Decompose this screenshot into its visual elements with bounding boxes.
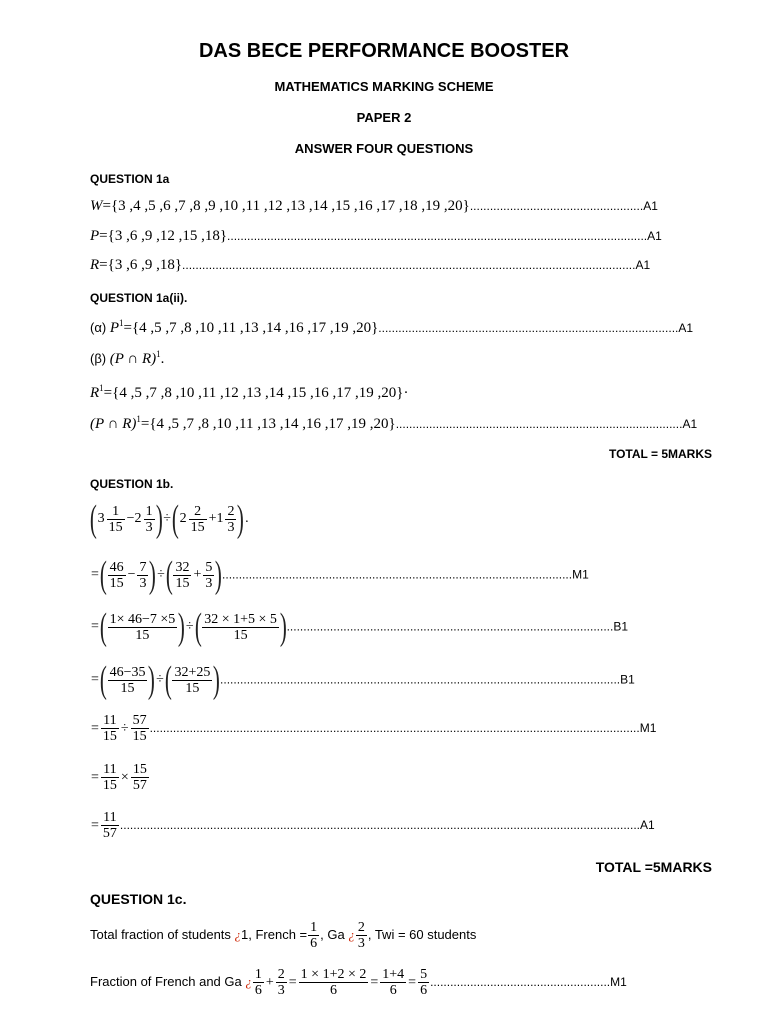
mark-m1: M1 bbox=[639, 720, 657, 735]
text: Fraction of French and Ga bbox=[90, 973, 246, 989]
numerator: 1 × 1+2 × 2 bbox=[300, 967, 367, 982]
bracket: ( bbox=[194, 606, 202, 648]
denominator: 6 bbox=[420, 983, 428, 998]
text: Total fraction of students bbox=[90, 926, 235, 942]
pr-mark: A1 bbox=[682, 417, 698, 431]
denominator: 15 bbox=[185, 680, 200, 696]
denominator: 6 bbox=[310, 936, 318, 951]
alpha-sup: 1 bbox=[118, 318, 124, 328]
numerator: 11 bbox=[101, 810, 119, 826]
r-variable: R bbox=[90, 257, 100, 273]
fraction bbox=[101, 762, 119, 793]
numerator: 1 bbox=[145, 503, 153, 519]
q1b-line-4 bbox=[90, 661, 635, 699]
numerator: 2 bbox=[189, 504, 207, 520]
paper-label: PAPER 2 bbox=[356, 110, 412, 125]
denominator: 15 bbox=[108, 519, 123, 535]
equals: = bbox=[91, 817, 99, 833]
instruction-label: ANSWER FOUR QUESTIONS bbox=[294, 141, 474, 156]
text: 1, French = bbox=[241, 926, 308, 942]
bracket: ) bbox=[178, 606, 186, 648]
denominator: 6 bbox=[330, 983, 338, 998]
numerator: 2 bbox=[357, 920, 365, 935]
divide-op: ÷ bbox=[156, 672, 164, 687]
denominator: 3 bbox=[139, 575, 147, 591]
bracket: ( bbox=[165, 554, 173, 596]
w-set: ={3 ,4 ,5 ,6 ,7 ,8 ,9 ,10 ,11 ,12 ,13 ,14 ,15 ,16 ,17 ,18 ,19 ,20} bbox=[102, 198, 470, 214]
q1aii-heading: QUESTION 1a(ii). bbox=[90, 291, 188, 305]
bracket: ( bbox=[99, 606, 107, 648]
equals: = bbox=[91, 769, 99, 785]
denominator: 15 bbox=[233, 627, 248, 643]
alpha-line bbox=[90, 318, 693, 337]
minus-op: −2 bbox=[126, 511, 142, 526]
fraction bbox=[225, 504, 236, 535]
end-dot: . bbox=[245, 511, 249, 526]
fraction bbox=[101, 713, 119, 744]
numerator: 1 bbox=[107, 504, 125, 520]
bracket: ) bbox=[149, 554, 157, 596]
plus-op: + bbox=[193, 567, 202, 582]
fraction bbox=[108, 612, 178, 643]
numerator: 1 bbox=[310, 920, 318, 935]
numerator: 46−35 bbox=[109, 664, 146, 680]
divide-op: ÷ bbox=[120, 720, 129, 736]
dots: ......................................................................................................... bbox=[222, 567, 573, 582]
fraction bbox=[172, 665, 212, 696]
r1-variable: R bbox=[90, 385, 100, 401]
fraction bbox=[203, 560, 214, 591]
whole-2: 2 bbox=[179, 511, 187, 526]
numerator: 11 bbox=[101, 762, 119, 778]
text: , Twi = 60 students bbox=[367, 926, 477, 942]
plus-op: + bbox=[265, 974, 274, 990]
plus-op: +1 bbox=[208, 511, 224, 526]
fraction bbox=[189, 504, 207, 535]
numerator: 57 bbox=[132, 713, 147, 728]
p-mark: A1 bbox=[647, 229, 662, 243]
pr-dots: ...................................................................................... bbox=[395, 417, 683, 431]
denominator: 15 bbox=[102, 729, 117, 744]
fraction bbox=[276, 967, 287, 998]
alpha-mark: A1 bbox=[678, 321, 694, 335]
q1b-heading: QUESTION 1b. bbox=[90, 477, 174, 491]
numerator: 5 bbox=[205, 559, 213, 575]
fraction bbox=[131, 713, 149, 744]
mark-m1: M1 bbox=[610, 974, 627, 989]
q1b-line-7 bbox=[90, 810, 655, 841]
numerator: 1× 46−7 ×5 bbox=[109, 611, 176, 627]
bracket: ) bbox=[148, 659, 156, 701]
q1a-heading: QUESTION 1a bbox=[90, 172, 170, 186]
denominator: 15 bbox=[135, 627, 150, 643]
denominator: 15 bbox=[190, 519, 205, 535]
w-dots: .................................................... bbox=[469, 199, 644, 213]
equals: = bbox=[91, 567, 99, 582]
numerator: 32 × 1+5 × 5 bbox=[204, 611, 277, 627]
fraction bbox=[202, 612, 279, 643]
dots: .................................................................................................. bbox=[286, 619, 614, 634]
denominator: 3 bbox=[145, 519, 153, 535]
bracket: ( bbox=[89, 498, 97, 540]
numerator: 1+4 bbox=[382, 967, 405, 982]
inverted-question-glyph: ¿ bbox=[234, 926, 242, 942]
equals: = bbox=[91, 619, 99, 634]
minus-op: − bbox=[127, 567, 136, 582]
fraction bbox=[108, 665, 148, 696]
bracket: ) bbox=[279, 606, 287, 648]
q1a-p-line bbox=[90, 228, 662, 245]
p-set: ={3 ,6 ,9 ,12 ,15 ,18} bbox=[99, 228, 228, 244]
bracket: ( bbox=[164, 659, 172, 701]
w-variable: W bbox=[90, 198, 103, 214]
pr-line bbox=[90, 414, 697, 433]
denominator: 15 bbox=[132, 729, 147, 744]
mark-a1: A1 bbox=[640, 817, 655, 832]
numerator: 2 bbox=[227, 503, 235, 519]
dots: ................................................................................................................................................... bbox=[149, 720, 640, 735]
alpha-set: ={4 ,5 ,7 ,8 ,10 ,11 ,13 ,14 ,16 ,17 ,19 ,20} bbox=[123, 320, 379, 336]
r-mark: A1 bbox=[635, 258, 651, 272]
dots: ...................................................... bbox=[430, 974, 611, 989]
equals: = bbox=[288, 974, 297, 990]
w-mark: A1 bbox=[643, 199, 658, 213]
denominator: 15 bbox=[109, 575, 124, 591]
q1a-w-line bbox=[90, 198, 658, 215]
p-dots: .............................................................................................................................. bbox=[227, 229, 648, 243]
whole-1: 3 bbox=[97, 511, 105, 526]
alpha-expr: P bbox=[109, 320, 119, 336]
mark-b1: B1 bbox=[620, 672, 635, 687]
bracket: ( bbox=[99, 554, 107, 596]
alpha-dots: .......................................................................................... bbox=[378, 321, 679, 335]
numerator: 32+25 bbox=[174, 664, 211, 680]
bracket: ) bbox=[215, 554, 223, 596]
q1c-heading: QUESTION 1c. bbox=[90, 891, 187, 907]
denominator: 6 bbox=[389, 983, 397, 998]
fraction bbox=[380, 967, 406, 998]
r1-set: ={4 ,5 ,7 ,8 ,10 ,11 ,12 ,13 ,14 ,15 ,16 ,17 ,19 ,20}· bbox=[103, 385, 409, 401]
equals: = bbox=[408, 974, 417, 990]
denominator: 3 bbox=[277, 983, 285, 998]
denominator: 3 bbox=[227, 519, 235, 535]
fraction bbox=[253, 967, 264, 998]
document-title: DAS BECE PERFORMANCE BOOSTER bbox=[198, 40, 570, 62]
q1b-line-3 bbox=[90, 608, 628, 646]
equals: = bbox=[91, 672, 99, 687]
q1b-line-5 bbox=[90, 713, 656, 744]
pr-expr: (P ∩ R) bbox=[90, 416, 137, 432]
q1b-line-2 bbox=[90, 556, 589, 594]
fraction bbox=[144, 504, 155, 535]
denominator: 15 bbox=[120, 680, 135, 696]
dots: ............................................................................................................................................................ bbox=[119, 817, 641, 832]
fraction bbox=[101, 810, 119, 841]
fraction-french bbox=[308, 920, 319, 951]
q1c-line-2 bbox=[90, 967, 627, 998]
denominator: 3 bbox=[205, 575, 213, 591]
denominator: 3 bbox=[357, 936, 365, 951]
document-subtitle: MATHEMATICS MARKING SCHEME bbox=[274, 79, 494, 94]
q1a-r-line bbox=[90, 257, 650, 274]
fraction-ga bbox=[356, 920, 367, 951]
q1b-line-6 bbox=[90, 762, 150, 793]
numerator: 11 bbox=[101, 713, 119, 729]
numerator: 1 bbox=[254, 967, 262, 982]
denominator: 57 bbox=[102, 826, 117, 841]
mark-b1: B1 bbox=[613, 619, 629, 634]
numerator: 46 bbox=[109, 559, 124, 575]
inverted-question-glyph: ¿ bbox=[348, 926, 355, 942]
bracket: ( bbox=[99, 659, 107, 701]
fraction bbox=[107, 504, 125, 535]
q1c-line-1 bbox=[90, 920, 476, 951]
divide-op: ÷ bbox=[157, 567, 165, 582]
text: , Ga bbox=[320, 926, 349, 942]
numerator: 7 bbox=[139, 559, 147, 575]
numerator: 2 bbox=[277, 967, 285, 982]
fraction bbox=[108, 560, 126, 591]
inverted-question-glyph: ¿ bbox=[245, 973, 252, 989]
divide-op: ÷ bbox=[185, 619, 194, 634]
denominator: 15 bbox=[102, 778, 117, 793]
beta-end: . bbox=[160, 351, 165, 367]
fraction bbox=[137, 560, 148, 591]
alpha-label: (α) bbox=[90, 320, 107, 335]
q1a-total: TOTAL = 5MARKS bbox=[608, 447, 712, 461]
r1-line bbox=[90, 383, 408, 402]
q1b-line-1 bbox=[90, 500, 250, 538]
denominator: 15 bbox=[175, 575, 190, 591]
r-set: ={3 ,6 ,9 ,18} bbox=[99, 257, 183, 273]
numerator: 5 bbox=[420, 967, 428, 982]
r-dots: ........................................................................................................................................ bbox=[182, 258, 636, 272]
equals: = bbox=[91, 720, 99, 736]
bracket: ) bbox=[213, 659, 221, 701]
numerator: 32 bbox=[175, 559, 190, 575]
pr-set: ={4 ,5 ,7 ,8 ,10 ,11 ,13 ,14 ,16 ,17 ,19 ,20} bbox=[140, 416, 396, 432]
r1-sup: 1 bbox=[99, 383, 104, 393]
divide-op: ÷ bbox=[163, 511, 171, 526]
bracket: ( bbox=[171, 498, 179, 540]
times-op: × bbox=[120, 769, 129, 785]
bracket: ) bbox=[237, 498, 245, 540]
dots: ........................................................................................................................ bbox=[220, 672, 621, 687]
fraction bbox=[173, 560, 191, 591]
beta-label: (β) bbox=[90, 351, 107, 366]
fraction bbox=[299, 967, 369, 998]
equals: = bbox=[370, 974, 379, 990]
fraction bbox=[418, 967, 429, 998]
q1b-total: TOTAL =5MARKS bbox=[595, 859, 712, 875]
beta-expr: (P ∩ R) bbox=[109, 351, 157, 367]
bracket: ) bbox=[155, 498, 163, 540]
denominator: 6 bbox=[254, 983, 262, 998]
denominator: 57 bbox=[132, 778, 147, 793]
beta-sup: 1 bbox=[156, 349, 161, 359]
beta-line bbox=[90, 349, 164, 368]
mark-m1: M1 bbox=[572, 567, 589, 582]
p-variable: P bbox=[90, 228, 100, 244]
fraction bbox=[131, 762, 149, 793]
numerator: 15 bbox=[132, 762, 147, 777]
pr-sup: 1 bbox=[136, 414, 141, 424]
